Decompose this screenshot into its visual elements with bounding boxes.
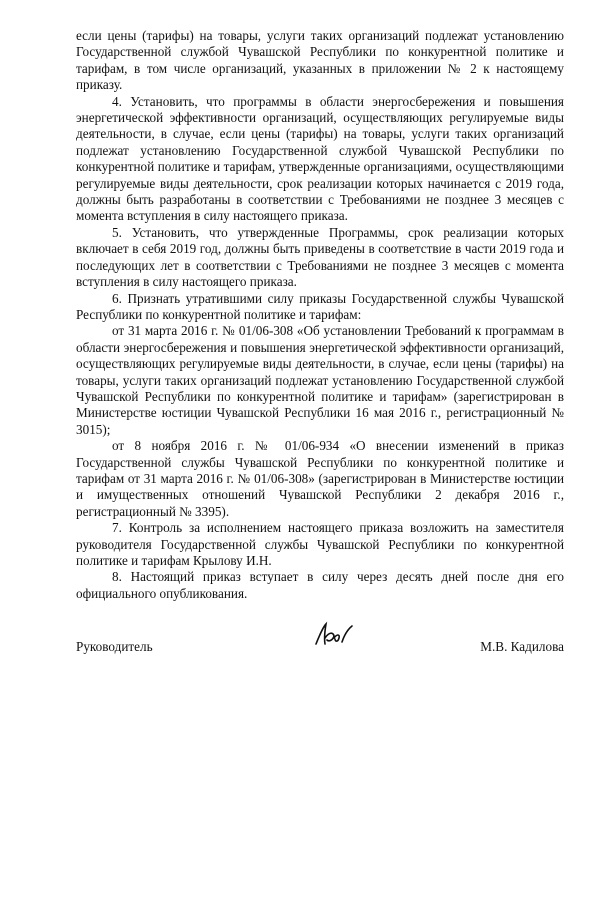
paragraph-5: 5. Установить, что утвержденные Программы, срок реализации которых включает в себя 2019 год, должны быть приведены в соответствие в части 2019 года и последующих лет в соответствии с Требованиями не позднее 3 месяцев с момента вступления в силу настоящего приказа. [76, 224, 564, 290]
paragraph-7: 7. Контроль за исполнением настоящего приказа возложить на заместителя руководителя Государственной службы Чувашской Республики по конкурентной политике и тарифам Крылову И.Н. [76, 520, 564, 568]
paragraph-4: 4. Установить, что программы в области энергосбережения и повышения энергетической эффективности организаций, осуществляющих регулируемые виды деятельности, в случае, если цены (тарифы) на товары, услуги таких организаций подлежат установлению Государственной службой Чувашской Республики по конкурентной политике и тарифам, утвержденные организациями, осуществляющими регулируемые виды деятельности, срок реализации которых начинается с 2019 года, должны быть разработаны в соответствии с Требованиями не позднее 3 месяцев с момента вступления в силу настоящего приказа. [76, 93, 564, 224]
paragraph-8: 8. Настоящий приказ вступает в силу через десять дней после дня его официального опубликования. [76, 569, 564, 601]
signatory-title: Руководитель [76, 639, 153, 654]
handwritten-signature [312, 620, 356, 650]
paragraph-6-item-2: от 8 ноября 2016 г. № 01/06-934 «О внесении изменений в приказ Государственной службы Чувашской Республики по конкурентной политике и тарифам от 31 марта 2016 г. № 01/06-308» (зарегистрирован в Министерстве юстиции и имущественных отношений Чувашской Республики 2 декабря 2016 г., регистрационный № 3395). [76, 438, 564, 519]
document-body [76, 28, 564, 602]
paragraph-3-continuation: если цены (тарифы) на товары, услуги таких организаций подлежат установлению Государственной службой Чувашской Республики по конкурентной политике и тарифам, в том числе организаций, указанных в приложении № 2 к настоящему приказу. [76, 28, 564, 93]
paragraph-6: 6. Признать утратившими силу приказы Государственной службы Чувашской Республики по конкурентной политике и тарифам: [76, 290, 564, 322]
paragraph-6-item-1: от 31 марта 2016 г. № 01/06-308 «Об установлении Требований к программам в области энергосбережения и повышения энергетической эффективности организаций, осуществляющих регулируемые виды деятельности, в случае, если цены (тарифы) на товары, услуги таких организаций подлежат установлению Государственной службой Чувашской Республики по конкурентной политике и тарифам» (зарегистрирован в Министерстве юстиции Чувашской Республики 16 мая 2016 г., регистрационный № 3015); [76, 323, 564, 437]
signatory-name: М.В. Кадилова [480, 639, 564, 654]
signature-block [76, 620, 564, 660]
